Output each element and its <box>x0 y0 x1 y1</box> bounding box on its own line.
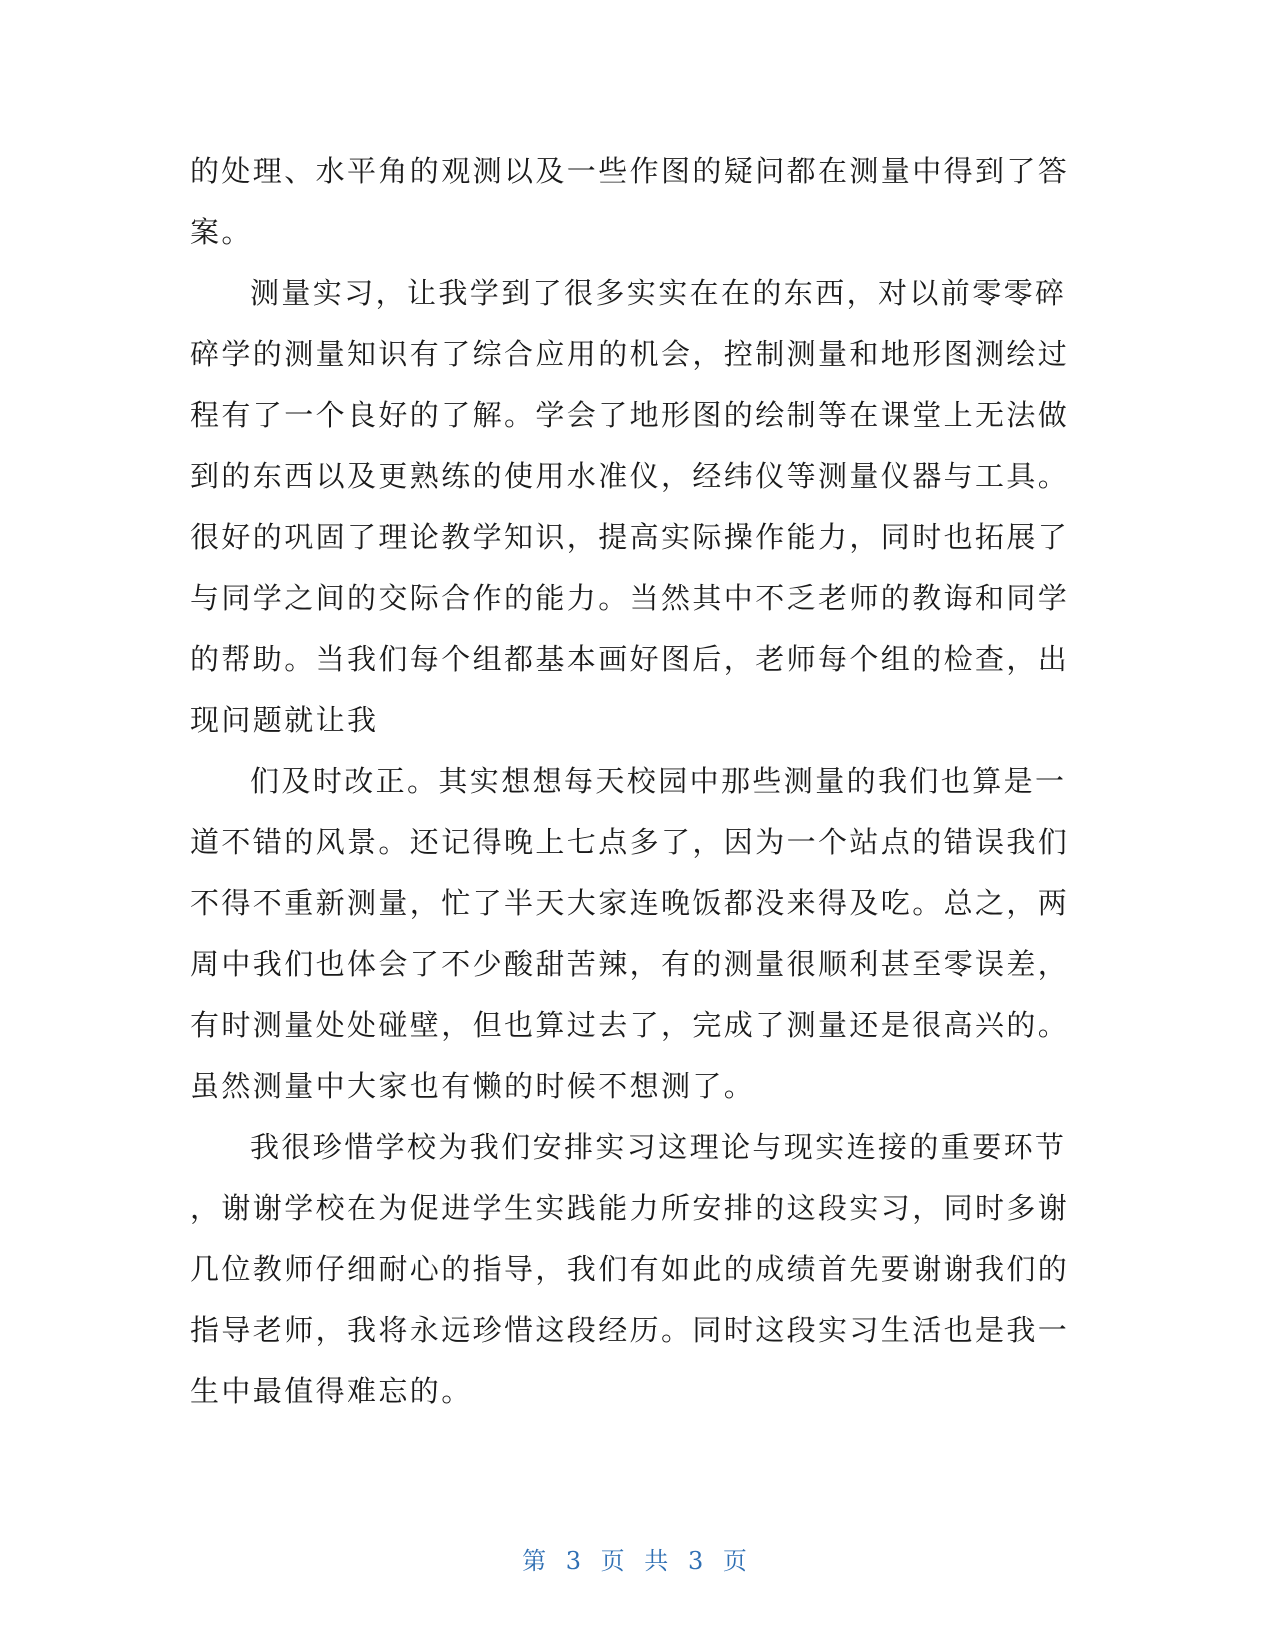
text-line: 碎学的测量知识有了综合应用的机会，控制测量和地形图测绘过 <box>190 337 1070 371</box>
text-line: 与同学之间的交际合作的能力。当然其中不乏老师的教诲和同学 <box>190 581 1070 615</box>
text-line: 现问题就让我 <box>190 703 379 737</box>
paragraph-4 <box>190 1117 1070 1422</box>
text-line: 的帮助。当我们每个组都基本画好图后，老师每个组的检查，出 <box>190 642 1070 676</box>
paragraph-1 <box>190 141 1070 263</box>
text-line: 的处理、水平角的观测以及一些作图的疑问都在测量中得到了答 <box>190 154 1070 188</box>
text-line: 几位教师仔细耐心的指导，我们有如此的成绩首先要谢谢我们的 <box>190 1252 1070 1286</box>
document-body <box>190 141 1070 1422</box>
paragraph-2 <box>190 263 1070 751</box>
text-line: 虽然测量中大家也有懒的时候不想测了。 <box>190 1069 756 1103</box>
text-line: 我很珍惜学校为我们安排实习这理论与现实连接的重要环节 <box>250 1130 1067 1164</box>
text-line: 周中我们也体会了不少酸甜苦辣，有的测量很顺利甚至零误差， <box>190 947 1070 981</box>
text-line: 们及时改正。其实想想每天校园中那些测量的我们也算是一 <box>250 764 1067 798</box>
text-line: ，谢谢学校在为促进学生实践能力所安排的这段实习，同时多谢 <box>190 1191 1070 1225</box>
paragraph-3 <box>190 751 1070 1117</box>
text-line: 测量实习，让我学到了很多实实在在的东西，对以前零零碎 <box>250 276 1067 310</box>
text-line: 不得不重新测量，忙了半天大家连晚饭都没来得及吃。总之，两 <box>190 886 1070 920</box>
page-number-footer: 第 3 页 共 3 页 <box>522 1547 753 1575</box>
text-line: 到的东西以及更熟练的使用水准仪，经纬仪等测量仪器与工具。 <box>190 459 1070 493</box>
text-line: 生中最值得难忘的。 <box>190 1374 473 1408</box>
text-line: 指导老师，我将永远珍惜这段经历。同时这段实习生活也是我一 <box>190 1313 1070 1347</box>
text-line: 程有了一个良好的了解。学会了地形图的绘制等在课堂上无法做 <box>190 398 1070 432</box>
text-line: 案。 <box>190 215 253 249</box>
text-line: 道不错的风景。还记得晚上七点多了，因为一个站点的错误我们 <box>190 825 1070 859</box>
text-line: 有时测量处处碰壁，但也算过去了，完成了测量还是很高兴的。 <box>190 1008 1070 1042</box>
text-line: 很好的巩固了理论教学知识，提高实际操作能力，同时也拓展了 <box>190 520 1070 554</box>
